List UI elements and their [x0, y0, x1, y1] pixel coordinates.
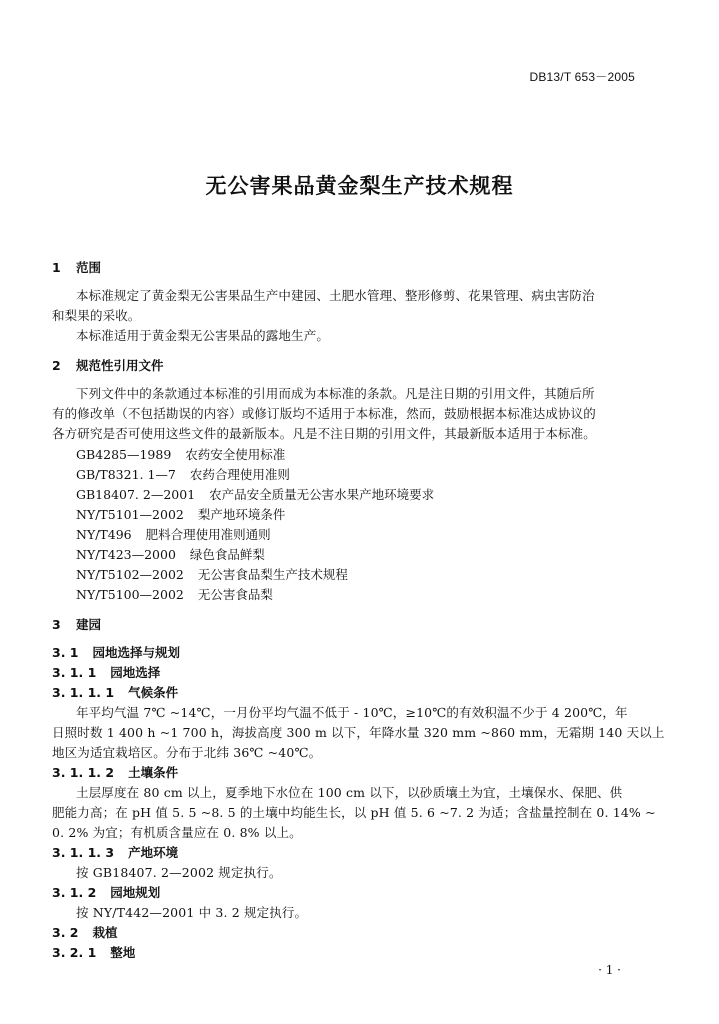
section-number: 3. 1. 1 — [52, 665, 97, 680]
section-title: 园地选择与规划 — [92, 645, 181, 660]
section-number: 3. 1. 1. 2 — [52, 765, 115, 780]
section-title: 产地环境 — [128, 845, 179, 860]
section-title: 气候条件 — [128, 685, 179, 700]
paragraph-line: 按 GB18407. 2—2002 规定执行。 — [76, 865, 282, 880]
reference-name: 农药合理使用准则 — [189, 467, 290, 482]
reference-code: GB/T8321. 1—7 — [76, 467, 176, 482]
reference-name: 农药安全使用标准 — [185, 447, 286, 462]
subsection-heading — [52, 643, 180, 661]
section-title: 园地选择 — [110, 665, 161, 680]
section-3-heading — [52, 615, 101, 633]
section-number: 3. 1. 2 — [52, 885, 97, 900]
subsection-heading — [52, 923, 118, 941]
section-number: 3. 1. 1. 3 — [52, 845, 115, 860]
section-number: 3. 2 — [52, 925, 79, 940]
section-title: 土壤条件 — [128, 765, 179, 780]
page-number: · 1 · — [598, 963, 621, 977]
document-title: 无公害果品黄金梨生产技术规程 — [205, 174, 514, 198]
reference-item — [76, 485, 434, 503]
reference-code: NY/T5102—2002 — [76, 567, 184, 582]
reference-code: NY/T423—2000 — [76, 547, 176, 562]
subsection-heading — [52, 943, 135, 961]
standard-code: DB13/T 653－2005 — [529, 70, 635, 84]
section-title: 范围 — [76, 260, 102, 275]
subsection-heading — [52, 663, 160, 681]
reference-name: 无公害食品梨生产技术规程 — [197, 567, 348, 582]
reference-name: 无公害食品梨 — [197, 587, 273, 602]
reference-item — [76, 445, 285, 463]
reference-name: 肥料合理使用准则通则 — [145, 527, 271, 542]
paragraph-line: 年平均气温 7℃ ~14℃，一月份平均气温不低于 - 10℃，≥10℃的有效积温不少于 4 200℃，年 — [76, 705, 628, 720]
section-title: 建园 — [76, 617, 102, 632]
reference-code: GB4285—1989 — [76, 447, 172, 462]
reference-item — [76, 585, 273, 603]
reference-item — [76, 505, 285, 523]
reference-code: NY/T5101—2002 — [76, 507, 184, 522]
subsection-heading — [52, 683, 178, 701]
section-number: 3. 1 — [52, 645, 79, 660]
section-number: 3. 1. 1. 1 — [52, 685, 115, 700]
paragraph-line: 土层厚度在 80 cm 以上，夏季地下水位在 100 cm 以下，以砂质壤土为宜，土壤保水、保肥、供 — [76, 785, 623, 800]
paragraph-line: 有的修改单（不包括勘误的内容）或修订版均不适用于本标准，然而，鼓励根据本标准达成协议的 — [52, 406, 596, 421]
paragraph-line: 0. 2% 为宜；有机质含量应在 0. 8% 以上。 — [52, 825, 302, 840]
paragraph-line: 日照时数 1 400 h ~1 700 h，海拔高度 300 m 以下，年降水量 320 mm ~860 mm，无霜期 140 天以上 — [52, 725, 665, 740]
section-title: 整地 — [110, 945, 136, 960]
reference-item — [76, 565, 348, 583]
reference-name: 农产品安全质量无公害水果产地环境要求 — [209, 487, 435, 502]
paragraph-line: 各方研究是否可使用这些文件的最新版本。凡是不注日期的引用文件，其最新版本适用于本标准。 — [52, 426, 596, 441]
paragraph-line: 地区为适宜栽培区。分布于北纬 36℃ ~40℃。 — [52, 745, 322, 760]
subsection-heading — [52, 763, 178, 781]
reference-name: 梨产地环境条件 — [197, 507, 286, 522]
section-number: 3. 2. 1 — [52, 945, 97, 960]
reference-code: NY/T5100—2002 — [76, 587, 184, 602]
reference-code: GB18407. 2—2001 — [76, 487, 196, 502]
paragraph-line: 本标准规定了黄金梨无公害果品生产中建园、土肥水管理、整形修剪、花果管理、病虫害防治 — [76, 288, 595, 303]
section-title: 园地规划 — [110, 885, 161, 900]
reference-item — [76, 525, 271, 543]
section-1-heading — [52, 258, 101, 276]
paragraph-line: 肥能力高；在 pH 值 5. 5 ~8. 5 的土壤中均能生长，以 pH 值 5. 6 ~7. 2 为适；含盐量控制在 0. 14% ~ — [52, 805, 656, 820]
subsection-heading — [52, 883, 160, 901]
reference-code: NY/T496 — [76, 527, 132, 542]
reference-name: 绿色食品鲜梨 — [189, 547, 265, 562]
paragraph-line: 下列文件中的条款通过本标准的引用而成为本标准的条款。凡是注日期的引用文件，其随后所 — [76, 386, 595, 401]
section-title: 栽植 — [92, 925, 118, 940]
reference-item — [76, 545, 265, 563]
paragraph-line: 本标准适用于黄金梨无公害果品的露地生产。 — [76, 328, 330, 343]
section-title: 规范性引用文件 — [76, 358, 164, 373]
section-number: 1 — [52, 260, 61, 275]
section-number: 2 — [52, 358, 61, 373]
section-number: 3 — [52, 617, 61, 632]
subsection-heading — [52, 843, 178, 861]
paragraph-line: 和梨果的采收。 — [52, 308, 141, 323]
reference-item — [76, 465, 290, 483]
paragraph-line: 按 NY/T442—2001 中 3. 2 规定执行。 — [76, 905, 308, 920]
section-2-heading — [52, 356, 164, 374]
